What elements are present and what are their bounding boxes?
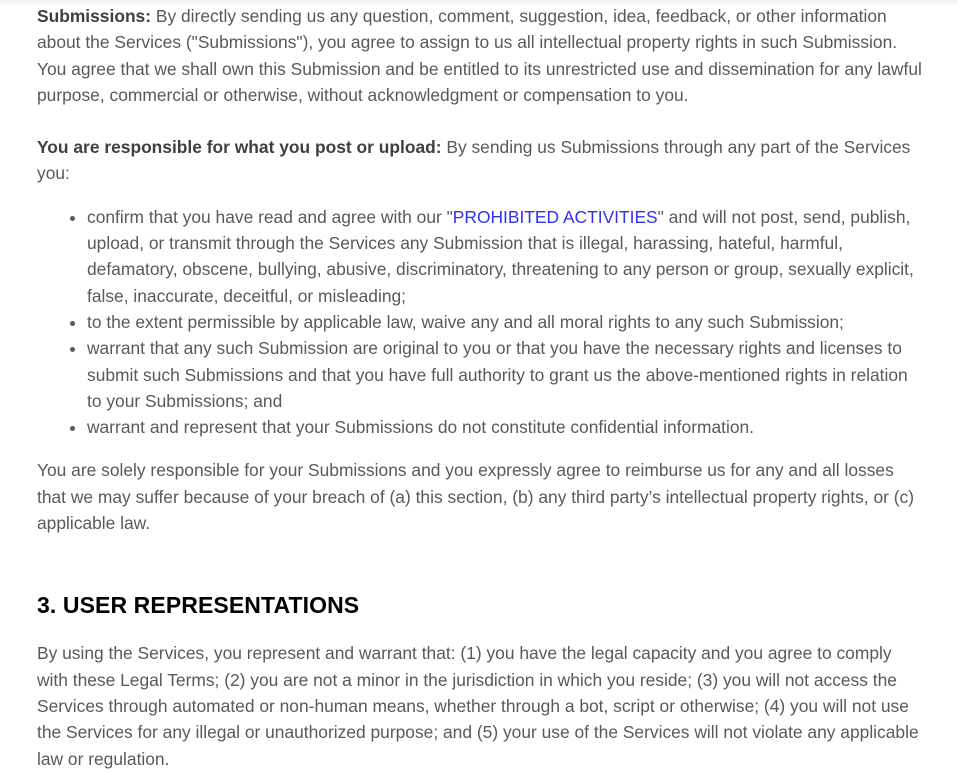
submission-obligations-list: [37, 204, 927, 441]
list-item: • warrant that any such Submission are original to you or that you have the necessary rights and licenses to submit such Submissions and that you have full authority to grant us the above-mentioned rights in relation to your Submissions; and: [87, 335, 927, 414]
submissions-text: By directly sending us any question, comment, suggestion, idea, feedback, or other information about the Services ("Submissions"), you agree to assign to us all intellectual property rights in such Submission. You agree that we shall own this Submission and be entitled to its unrestricted use and dissemination for any lawful purpose, commercial or otherwise, without acknowledgment or compensation to you.: [37, 6, 922, 105]
list-item: • to the extent permissible by applicable law, waive any and all moral rights to any such Submission;: [87, 309, 927, 335]
list-item-text: confirm that you have read and agree with our ": [87, 206, 453, 227]
responsible-heading: You are responsible for what you post or upload:: [37, 137, 442, 158]
solely-responsible-paragraph: You are solely responsible for your Submissions and you expressly agree to reimburse us for any and all losses that we may suffer because of your breach of (a) this section, (b) any third party’s intellectual property rights, or (c) applicable law.: [37, 460, 915, 534]
list-item-text: " and will not post, send, publish, upload, or transmit through the Services any Submission that is illegal, harassing, hateful, harmful, defamatory, obscene, bullying, abusive, discriminatory, threatening to any person or group, sexually explicit, false, inaccurate, deceitful, or misleading;: [87, 206, 914, 306]
legal-document: [37, 3, 927, 772]
list-item: • warrant and represent that your Submissions do not constitute confidential information.: [87, 414, 927, 440]
submissions-heading: Submissions:: [37, 6, 152, 26]
responsible-text: By sending us Submissions through any part of the Services you:: [37, 137, 911, 184]
responsible-paragraph: [37, 134, 927, 187]
prohibited-activities-link[interactable]: PROHIBITED ACTIVITIES: [452, 206, 658, 227]
list-item: [87, 204, 927, 309]
section-3-heading: 3. USER REPRESENTATIONS: [37, 592, 360, 619]
submissions-paragraph: [37, 3, 927, 108]
user-representations-paragraph: By using the Services, you represent and warrant that: (1) you have the legal capacity and you agree to comply with these Legal Terms; (2) you are not a minor in the jurisdiction in which you reside; (3) you will not access the Services through automated or non-human means, whether through a bot, script or otherwise; (4) you will not use the Services for any illegal or unauthorized purpose; and (5) your use of the Services will not violate any applicable law or regulation.: [37, 643, 919, 769]
